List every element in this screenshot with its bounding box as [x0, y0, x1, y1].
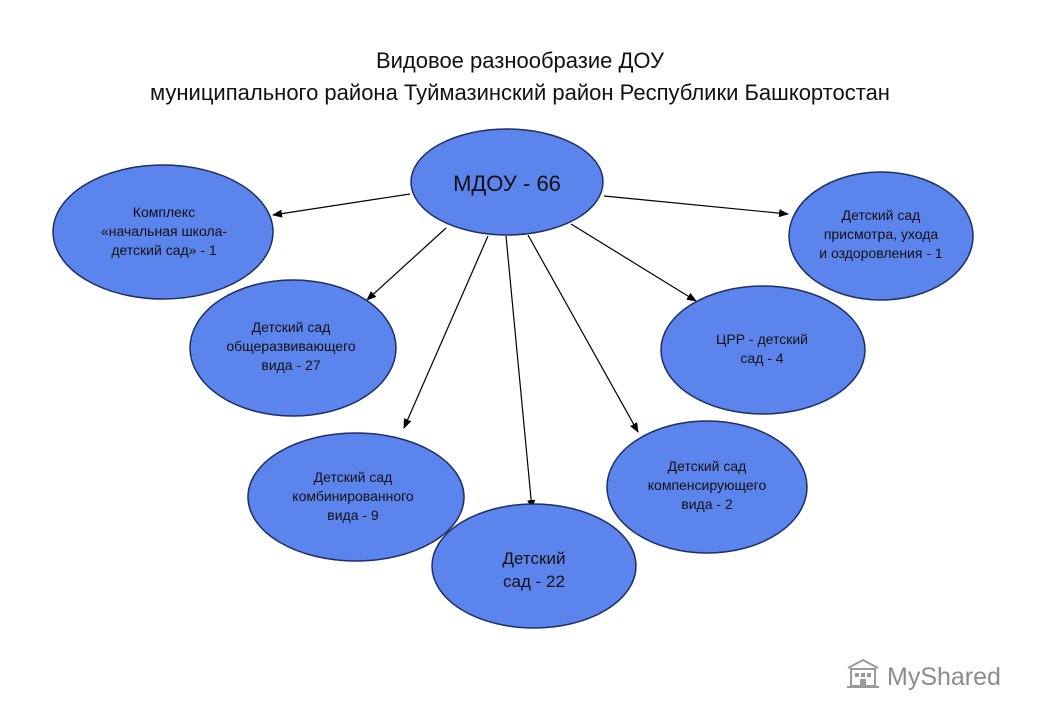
node-complex-label: Комплекс «начальная школа- детский сад» - 1	[100, 204, 228, 258]
myshared-watermark	[845, 657, 1001, 697]
arrow-to-complex	[273, 194, 410, 215]
diagram-title-line-1: Видовое разнообразие ДОУ	[375, 48, 665, 73]
arrow-to-care	[604, 196, 788, 214]
node-care-label: Детский сад присмотра, ухода и оздоровления - 1	[819, 207, 943, 261]
node-center-label: МДОУ - 66	[453, 171, 561, 196]
node-crr-label: ЦРР - детский сад - 4	[716, 331, 808, 366]
diagram-title-line-2: муниципального района Туймазинский район Республики Башкортостан	[150, 80, 890, 105]
watermark-text: MyShared	[887, 662, 1001, 691]
arrow-to-combined	[404, 236, 488, 428]
arrow-to-kindergarten	[506, 236, 532, 509]
arrow-to-crr	[571, 224, 696, 301]
arrow-to-general	[367, 228, 446, 300]
node-combined-label: Детский сад комбинированного вида - 9	[292, 469, 414, 523]
arrow-to-compensating	[528, 235, 638, 432]
node-general-label: Детский сад общеразвивающего вида - 27	[226, 319, 356, 373]
node-compensating-label: Детский сад компенсирующего вида - 2	[647, 458, 767, 512]
node-kindergarten-label: Детский сад - 22	[502, 549, 566, 591]
school-building-icon	[845, 657, 881, 698]
